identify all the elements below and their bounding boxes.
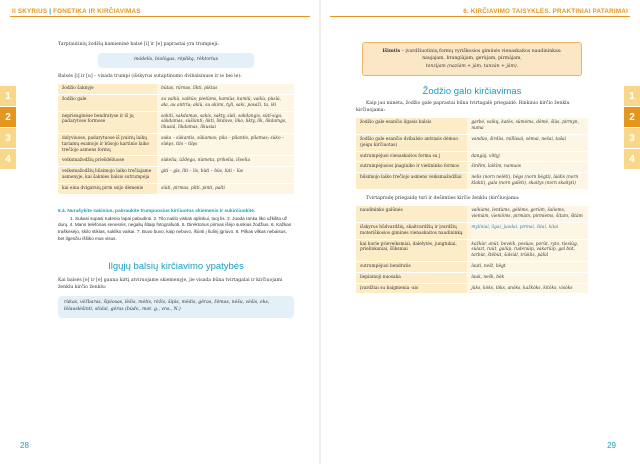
left-header-title: FONETIKA IR KIRČIAVIMAS [53,8,141,15]
row-value: suka – sùkantis, sùkamas; pila – pilantis, pilamas; sùko – sùkęs, tilo – tilęs [157,133,294,155]
row-value: vaikùms, lentùms, gėlėms, gerùm, šaliems, viemàm, vieniòms, pirmàm, pirmiems, šitam, šitàm [467,206,588,222]
table-row [58,111,294,133]
right-tab-4[interactable]: 4 [624,149,640,169]
right-section-title: Žodžio galo kirčiavimas [422,86,522,98]
exercise-title: 6.4. Nurašykite sakinius, pabraukite trumpuosius kirčiuotus skiemenis ir sukirčiuokite. [58,208,256,214]
table-row [356,134,588,151]
exercise-block [58,209,294,244]
row-value: bùtas, rùrnas, lìkti, pìktas [157,84,294,94]
row-value: siùti, pirmas, pìlti, pinti, palti [157,183,294,194]
table-row [356,162,588,173]
left-tab-1[interactable]: 1 [0,86,16,106]
table-row [58,156,294,167]
right-page-number: 29 [607,441,616,450]
left-tab-3[interactable]: 3 [0,128,16,148]
table-row [356,206,588,222]
left-section-title: Ilgųjų balsių kirčiavimo ypatybės [108,261,244,273]
table-row [58,133,294,155]
table-row [356,239,588,261]
exception-box [362,42,582,76]
left-header [12,8,141,15]
row-label: sutrumpėjusi bendratis [356,261,467,272]
row-label: dalyviuose, padarytuose iš įvairių laikų tariamų esamojo ir būsojo kartinio laiko trečiojo asmens formų [58,133,157,155]
table-row [356,261,588,272]
row-label: veiksmažodžių būsimojo laiko trečiajame asmenyje, kai šaknies balsis sutrumpėja [58,167,157,184]
row-value: sùkelia, ùždega, nùmeta, prikelia, ìšvelia [157,156,294,167]
left-content [58,42,294,318]
right-header-rule [330,16,630,17]
row-label: įvardžiai su baigmenia -ais [356,283,467,294]
right-tab-2[interactable]: 2 [624,107,640,127]
left-header-separator: | [49,8,54,15]
right-content [356,42,588,294]
row-label: žodžio gale [58,95,157,112]
left-header-rule [10,16,310,17]
row-label: išskyrus būdvardžių, skaitvardžių ir įvardžių moteriškosios giminės vienaskaitos naudininką [356,222,467,239]
left-example-box: módelis, biològas, rèpliką, rèktorius [98,53,254,68]
table-row [356,118,588,134]
row-value: vandùo, širdùs, millùsai, sèmai, nešai, tašai [467,134,588,151]
row-label: veiksmažodžių priešdėliuose [58,156,157,167]
right-intro-2: Tvirtapradę priegaidę turi ir dešimties kirčio ženklu (kirčiuojama: [366,195,520,201]
left-rule: Balsės [i] ir [u] – visada trumpi (išskyrus sutaptinumo dvibalsinuse ir ie bei ie): [58,73,242,79]
left-tab-2[interactable]: 2 [0,107,16,127]
row-value: myliniai, ilgai, juodai, pirmai, šitai, kitai [467,222,588,239]
exercise-text: 1. Sukasi supasi rudenio lapai pabudinti. 2. Tilo nutilo viskas aplinkui, tuoj lis. 3. Juoda ranka liko užkilita už durų. 4. Mano telefonas senesnis, negalių šitaip fotografuoti. 5. Direktorius pirmas išėjo sunkius žodžius. 6. Kažkas traškėsėjo, skilo stiklas, sukliko vaikai. 7. Buvo buvo, kaip nebuvo, išùnti į šulinį įgriuvo. 8. Pilkas vilkas nebaisus, bet ilgesčiu iššiko mus visus. [58,215,292,242]
row-label: kai kurie prieveiksmiai, dalelytės, jungtukai, prielinksniai, šūksniai [356,239,467,261]
left-chapter-tabs [0,86,16,170]
row-label: sutrumpėjusi vienaskaitos forma su j [356,151,467,162]
right-table-1 [356,118,588,189]
left-page-number: 28 [20,441,29,450]
exception-text: – įvardžiuotinių formų vyriškosios giminės vienaskaitos naudininkas: naujajam, brangiàjam, gerùjam, pirmàjam, [401,49,562,62]
row-label: neprieaginėse bendratyse ir iš jų padarytose formose [58,111,157,133]
table-row [58,95,294,112]
row-value: dangùj, viltyj [467,151,588,162]
row-value: garbė, vaikų, katès, sùmėms, dèmė, šiùs, pirmyn, numa [467,118,588,134]
left-intro: Tarptautinių žodžių kamieninė balsė [i] ir [e] paprastai yra trumpieji: [58,42,219,47]
left-header-part: II SKYRIUS [12,8,48,15]
row-label: būsimojo laiko trečiojo asmens veiksmažodžiai [356,173,467,190]
row-value: lauti, nešt, bègt [467,261,588,272]
right-tab-1[interactable]: 1 [624,86,640,106]
left-tab-4[interactable]: 4 [0,149,16,169]
table-row [356,173,588,190]
left-section-text: Kai balsės [e] ir [e] gauna kirtį atviruojame skiemenyje, jie visada būna tvirtagalai ir kirčiuojami ženklu kirčio ženklu: [58,278,283,290]
left-rule-table [58,84,294,194]
row-value: širdim, laikìm, namuos [467,162,588,173]
row-value: lauk, nešk, bèk [467,272,588,283]
row-label: kai eina dvigarsių pirm ssijo dėmenis [58,183,157,194]
row-value: jùks, kòks, tòks, anòks, kažkòks, kitòks, visòks [467,283,588,294]
exception-head: Išimtis [382,49,401,54]
exception-text-2: tenzìjam (nazìàm + jàm, tanzàn + jàm). [425,63,519,69]
table-row [58,84,294,94]
right-tab-3[interactable]: 3 [624,128,640,148]
row-label: žodžio gale esančio ilgasis balsis [356,118,467,134]
right-table-2 [356,206,588,294]
row-value: nelis (norn nelèti), bègs (norn bègti), laidis (norn klakti), gala (norn galèti), skaitys (norn skaityti) [467,173,588,190]
row-label: liepiamoji nuosaka [356,272,467,283]
row-value: sakiti, sakdamas, sakis, sakty, sùti, sakdangis, sùti-siga, sàkdamas, sùšiùnti; likti, likdavo, liko, likty, lik, likdamgs, likusiȧ, likdamas, likusiai [157,111,294,133]
book-spine [319,0,321,464]
row-label: sutrumpėjusios įnaginiko ir vietininko formos [356,162,467,173]
right-header-title: 6. KIRČIAVIMO TAISYKLĖS. PRAKTINIAI PATARIMAI [463,8,628,15]
row-label: žodžio šaknyje [58,84,157,94]
left-section-example-box: rùkas, vèžbaras, šìpiosas, lèšis, mètis, rèžis, šìpis, mèdis, gèras, žèmas, nèšu, vèšis, eks, lèlauslėšinti, stùlai, gèras (bùdv., mot. g., vns., N.) [58,296,294,318]
row-value: kažkùr, anùt, bevèik, posùas, porùt, ryto, tiesiùg, sùlazt, ruùt, galùp, rudenùip, vakarùip, gal bùt, tarbùt, štèbùt, šalsiàl, trùklis, pàlùl [467,239,588,261]
table-row [58,183,294,194]
right-chapter-tabs [624,86,640,170]
row-label: žodžio gale esančio dvibalsio antrasis dėmuo (jeigu kirčiuotas) [356,134,467,151]
table-row [356,272,588,283]
row-label: naudininko galūnės [356,206,467,222]
right-intro: Kaip jau minėta, žodžio gale paprastai būna tvirtagalė priegaidė. Rinkinio kirčio ženklu kirčiuojama: [356,101,570,113]
row-value: giti – gìs, lìti – lìs, bùti – bùs, lùti – lùs [157,167,294,184]
table-row [356,283,588,294]
table-row [356,151,588,162]
table-row [58,167,294,184]
row-value: su vaikù, vaikùs; pietùms, kamiùs, kamiù, vaikù, pùsìù, ała, au antrìu; akiù, su akimi, tyli, saki, posaži, ta, iki [157,95,294,112]
table-row [356,222,588,239]
